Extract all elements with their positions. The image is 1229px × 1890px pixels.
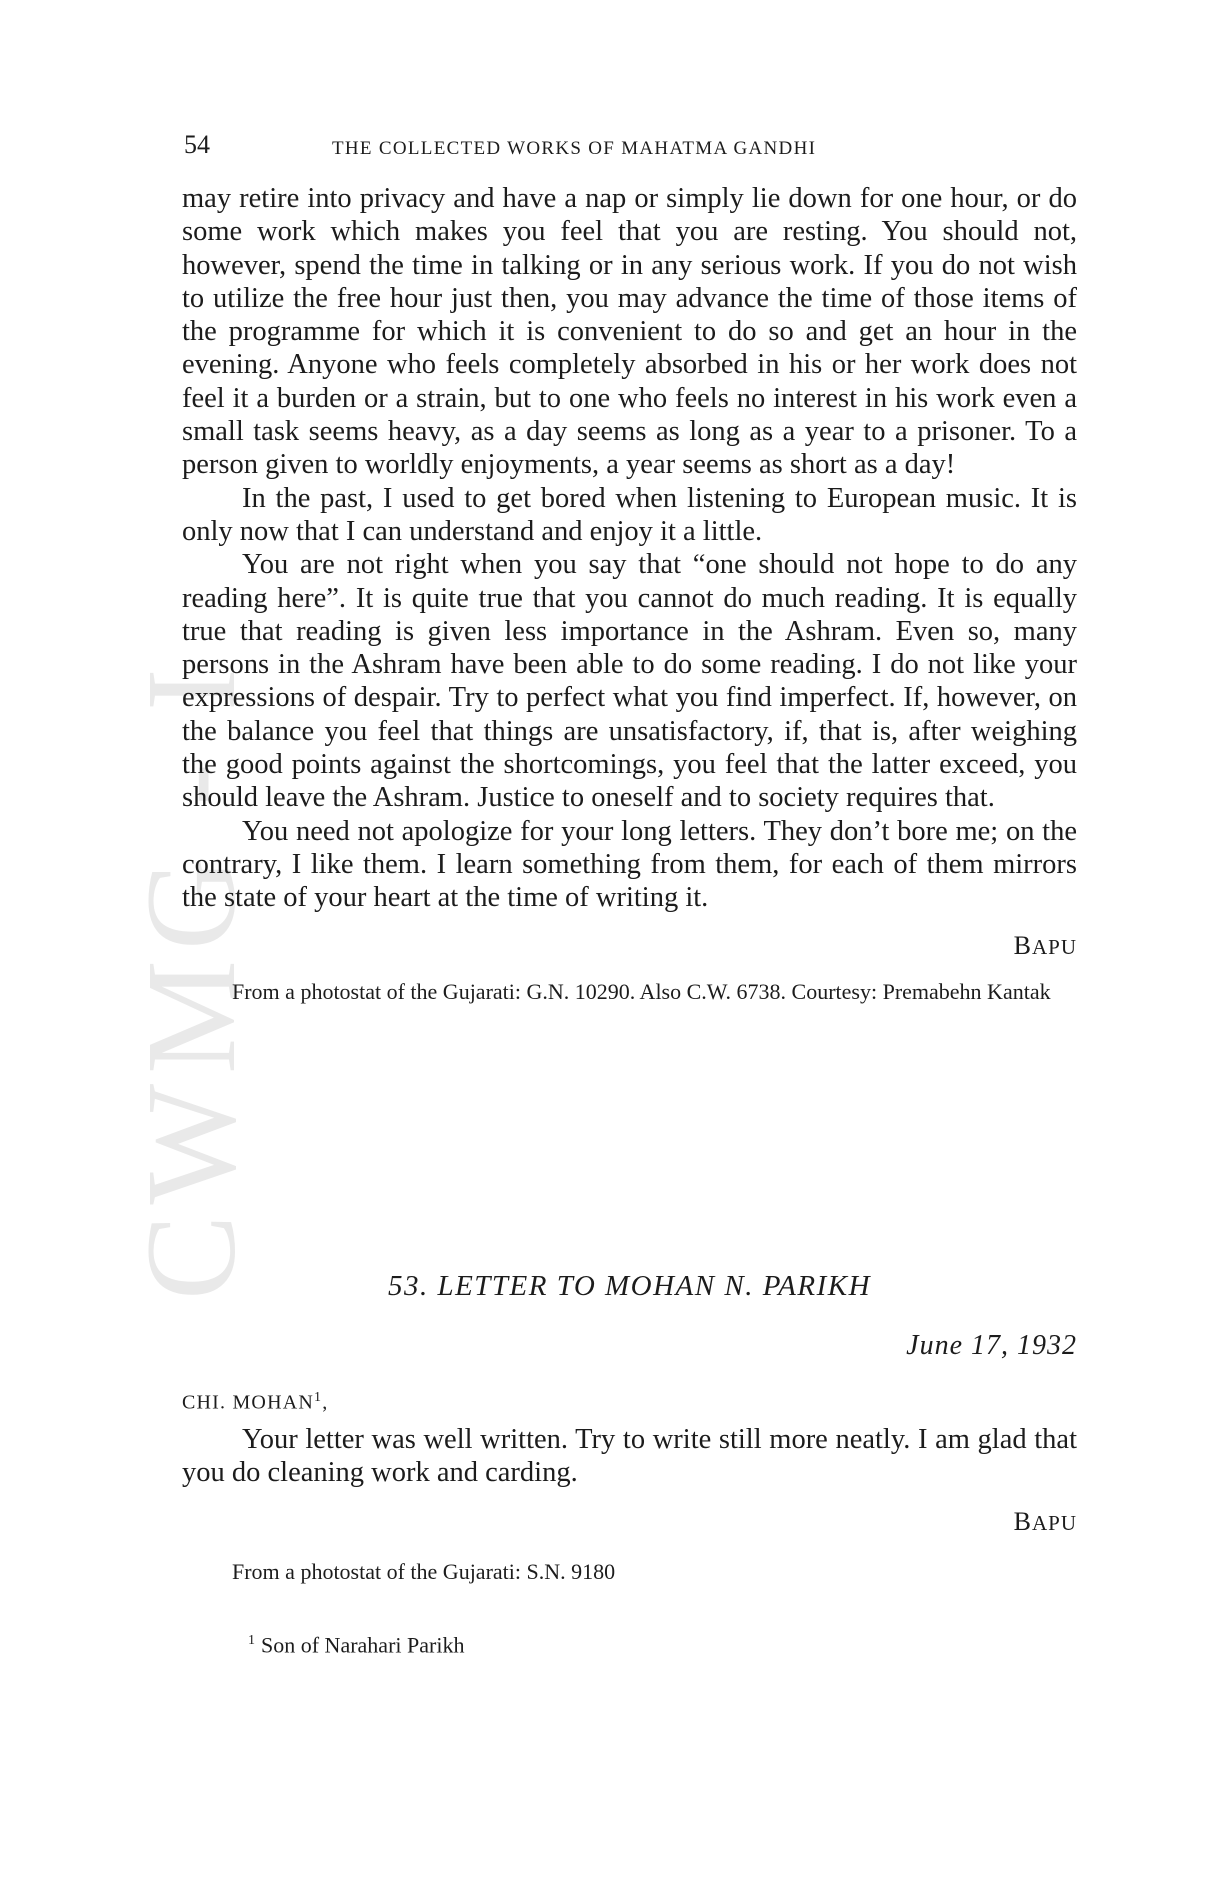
- footnote-text: Son of Narahari Parikh: [261, 1632, 465, 1658]
- paragraph: In the past, I used to get bored when listening to European music. It is only now that I can understand and enjoy it a little.: [182, 482, 1077, 547]
- signature: BAPU: [1013, 930, 1077, 960]
- footnote-marker: 1: [248, 1632, 255, 1648]
- paragraph: may retire into privacy and have a nap or simply lie down for one hour, or do some work which makes you feel that you are resting. You should not, however, spend the time in talking or in any serious work. If you do not wish to utilize the free hour just then, you may advance the time of those items of the programme for which it is convenient to do so and get an hour in the evening. Anyone who feels completely absorbed in his or her work does not feel it a burden or a strain, but to one who feels no interest in his work even a small task seems heavy, as a day seems as long as a year to a prisoner. To a person given to worldly enjoyments, a year seems as short as a day!: [182, 183, 1077, 481]
- running-header: [182, 130, 1077, 164]
- letter-date: June 17, 1932: [906, 1330, 1077, 1361]
- page-number: 54: [184, 130, 210, 159]
- signature: BAPU: [1013, 1507, 1077, 1537]
- paragraph: You are not right when you say that “one should not hope to do any reading here”. It is quite true that you cannot do much reading. It is equally true that reading is given less importance in the Ashram. Even so, many persons in the Ashram have been able to do some reading. I do not like your expressions of despair. Try to perfect what you find imperfect. If, however, on the balance you feel that things are unsatisfactory, if, that is, after weighing the good points against the shortcomings, you feel that the latter exceed, you should leave the Ashram. Justice to oneself and to society requires that.: [182, 549, 1077, 814]
- letter-body-continued: [182, 182, 1077, 1008]
- book-title: THE COLLECTED WORKS OF MAHATMA GANDHI: [332, 138, 817, 159]
- paragraph: You need not apologize for your long letters. They don’t bore me; on the contrary, I like them. I learn something from them, for each of them mirrors the state of your heart at the time of writing it.: [182, 815, 1077, 914]
- letter-body: [182, 1378, 1077, 1661]
- salutation: CHI. MOHAN$^1$,: [182, 1390, 329, 1414]
- paragraph: Your letter was well written. Try to write still more neatly. I am glad that you do cleaning work and carding.: [182, 1423, 1077, 1488]
- footnote-reference: 1: [314, 1390, 323, 1405]
- source-note: From a photostat of the Gujarati: S.N. 9180: [232, 1558, 616, 1584]
- letter-heading: 53. LETTER TO MOHAN N. PARIKH: [387, 1270, 872, 1302]
- watermark: CWMG - I: [120, 658, 262, 1300]
- footnote: [182, 1624, 1077, 1662]
- source-note: From a photostat of the Gujarati: G.N. 10290. Also C.W. 6738. Courtesy: Premabehn Kantak: [232, 978, 1051, 1004]
